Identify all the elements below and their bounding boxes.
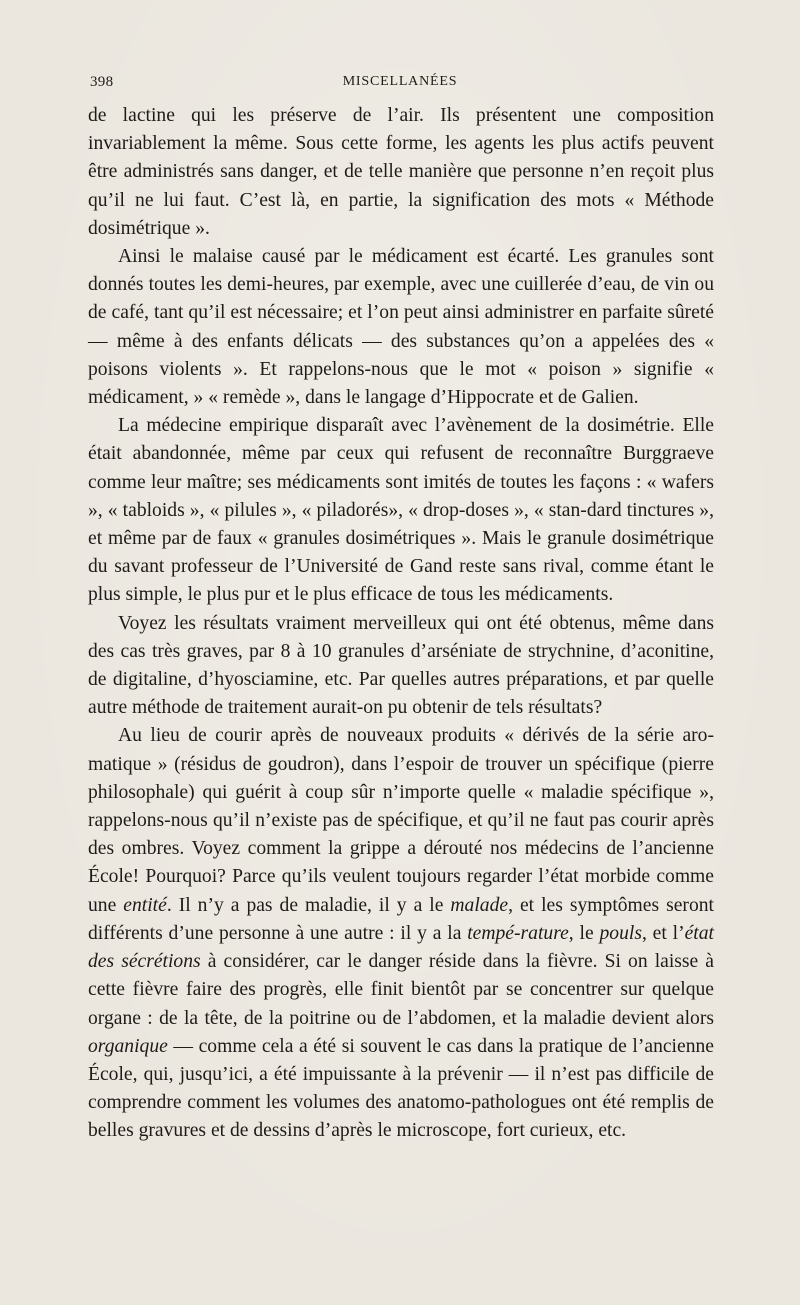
italic-term: pouls xyxy=(599,922,642,944)
italic-term: état des sécrétions xyxy=(88,922,714,973)
paragraph-text: La médecine empirique disparaît avec l’avènement de la dosimétrie. Elle était abandonnée, même par ceux qui refusent de reconnaître Burggraeve comme leur maître; ses médicaments sont imités de toutes les façons : « wafers », « tabloids », « pilules », « piladorés», « drop-doses », « stan-dard tinctures », et même par de faux « granules dosimétriques ». Mais le granule dosimétrique du savant professeur de l’Université de Gand reste sans rival, comme étant le plus simple, le plus pur et le plus efficace de tous les médicaments. xyxy=(88,415,714,606)
paragraph-text: . Il n’y a pas de maladie, il y a le xyxy=(166,894,451,916)
paragraph-text: , et les symptômes seront différents d’une personne à une autre : il y a la xyxy=(88,894,714,944)
italic-term: malade xyxy=(450,894,509,916)
page-number: 398 xyxy=(90,74,114,90)
paragraph-text: , et l’ xyxy=(641,922,685,944)
paragraph-4 xyxy=(88,610,714,723)
paragraph-text: Ainsi le malaise causé par le médicament est écarté. Les granules sont donnés toutes les demi-heures, par exemple, avec une cuillerée d’eau, de vin ou de café, tant qu’il est nécessaire; et l’on peut ainsi administrer en parfaite sûreté — même à des enfants délicats — des substances qu’on a appelées des « poisons violents ». Et rappelons-nous que le mot « poison » signifie « médicament, » « remède », dans le langage d’Hippocrate et de Galien. xyxy=(88,246,714,409)
italic-term: tempé-rature xyxy=(467,922,569,944)
paragraph-text: à considérer, car le danger réside dans la fièvre. Si on laisse à cette fièvre faire des progrès, elle finit bientôt par se concentrer sur quelque organe : de la tête, de la poitrine ou de l’abdomen, et la maladie devient alors xyxy=(88,951,715,1029)
paragraph-5 xyxy=(88,722,714,1145)
paragraph-text: Voyez les résultats vraiment merveilleux qui ont été obtenus, même dans des cas très graves, par 8 à 10 granules d’arséniate de strychnine, d’aconitine, de digitaline, d’hyosciamine, etc. Par quelles autres préparations, et par quelle autre méthode de traitement aurait-on pu obtenir de tels résultats? xyxy=(88,612,714,719)
paragraph-text: , le xyxy=(568,922,600,944)
paragraph-text: de lactine qui les préserve de l’air. Ils présentent une composition invariablement la même. Sous cette forme, les agents les plus actifs peuvent être administrés sans danger, et de telle manière que personne n’en reçoit plus qu’il ne lui faut. C’est là, en partie, la signification des mots « Méthode dosimétrique ». xyxy=(88,105,714,239)
paragraph-3 xyxy=(88,412,714,609)
paragraph-1 xyxy=(88,102,714,243)
body-text xyxy=(88,102,714,1146)
italic-term: entité xyxy=(123,894,167,916)
italic-term: organique xyxy=(88,1035,168,1057)
running-title: MISCELLANÉES xyxy=(342,74,458,89)
running-head xyxy=(90,74,710,94)
paragraph-text: — comme cela a été si souvent le cas dans la pratique de l’ancienne École, qui, jusqu’ici, a été impuissante à la prévenir — il n’est pas difficile de comprendre comment les volumes des anatomo-pathologues ont été remplis de belles gravures et de dessins d’après le microscope, fort curieux, etc. xyxy=(88,1035,714,1142)
paragraph-2 xyxy=(88,243,714,412)
paragraph-text: Au lieu de courir après de nouveaux produits « dérivés de la série aro-matique » (résidus de goudron), dans l’espoir de trouver un spécifique (pierre philosophale) qui guérit à coup sûr n’importe quelle « maladie spécifique », rappelons-nous qu’il n’existe pas de spécifique, et qu’il ne faut pas courir après des ombres. Voyez comment la grippe a dérouté nos médecins de l’ancienne École! Pourquoi? Parce qu’ils veulent toujours regarder l’état morbide comme une xyxy=(88,725,714,916)
